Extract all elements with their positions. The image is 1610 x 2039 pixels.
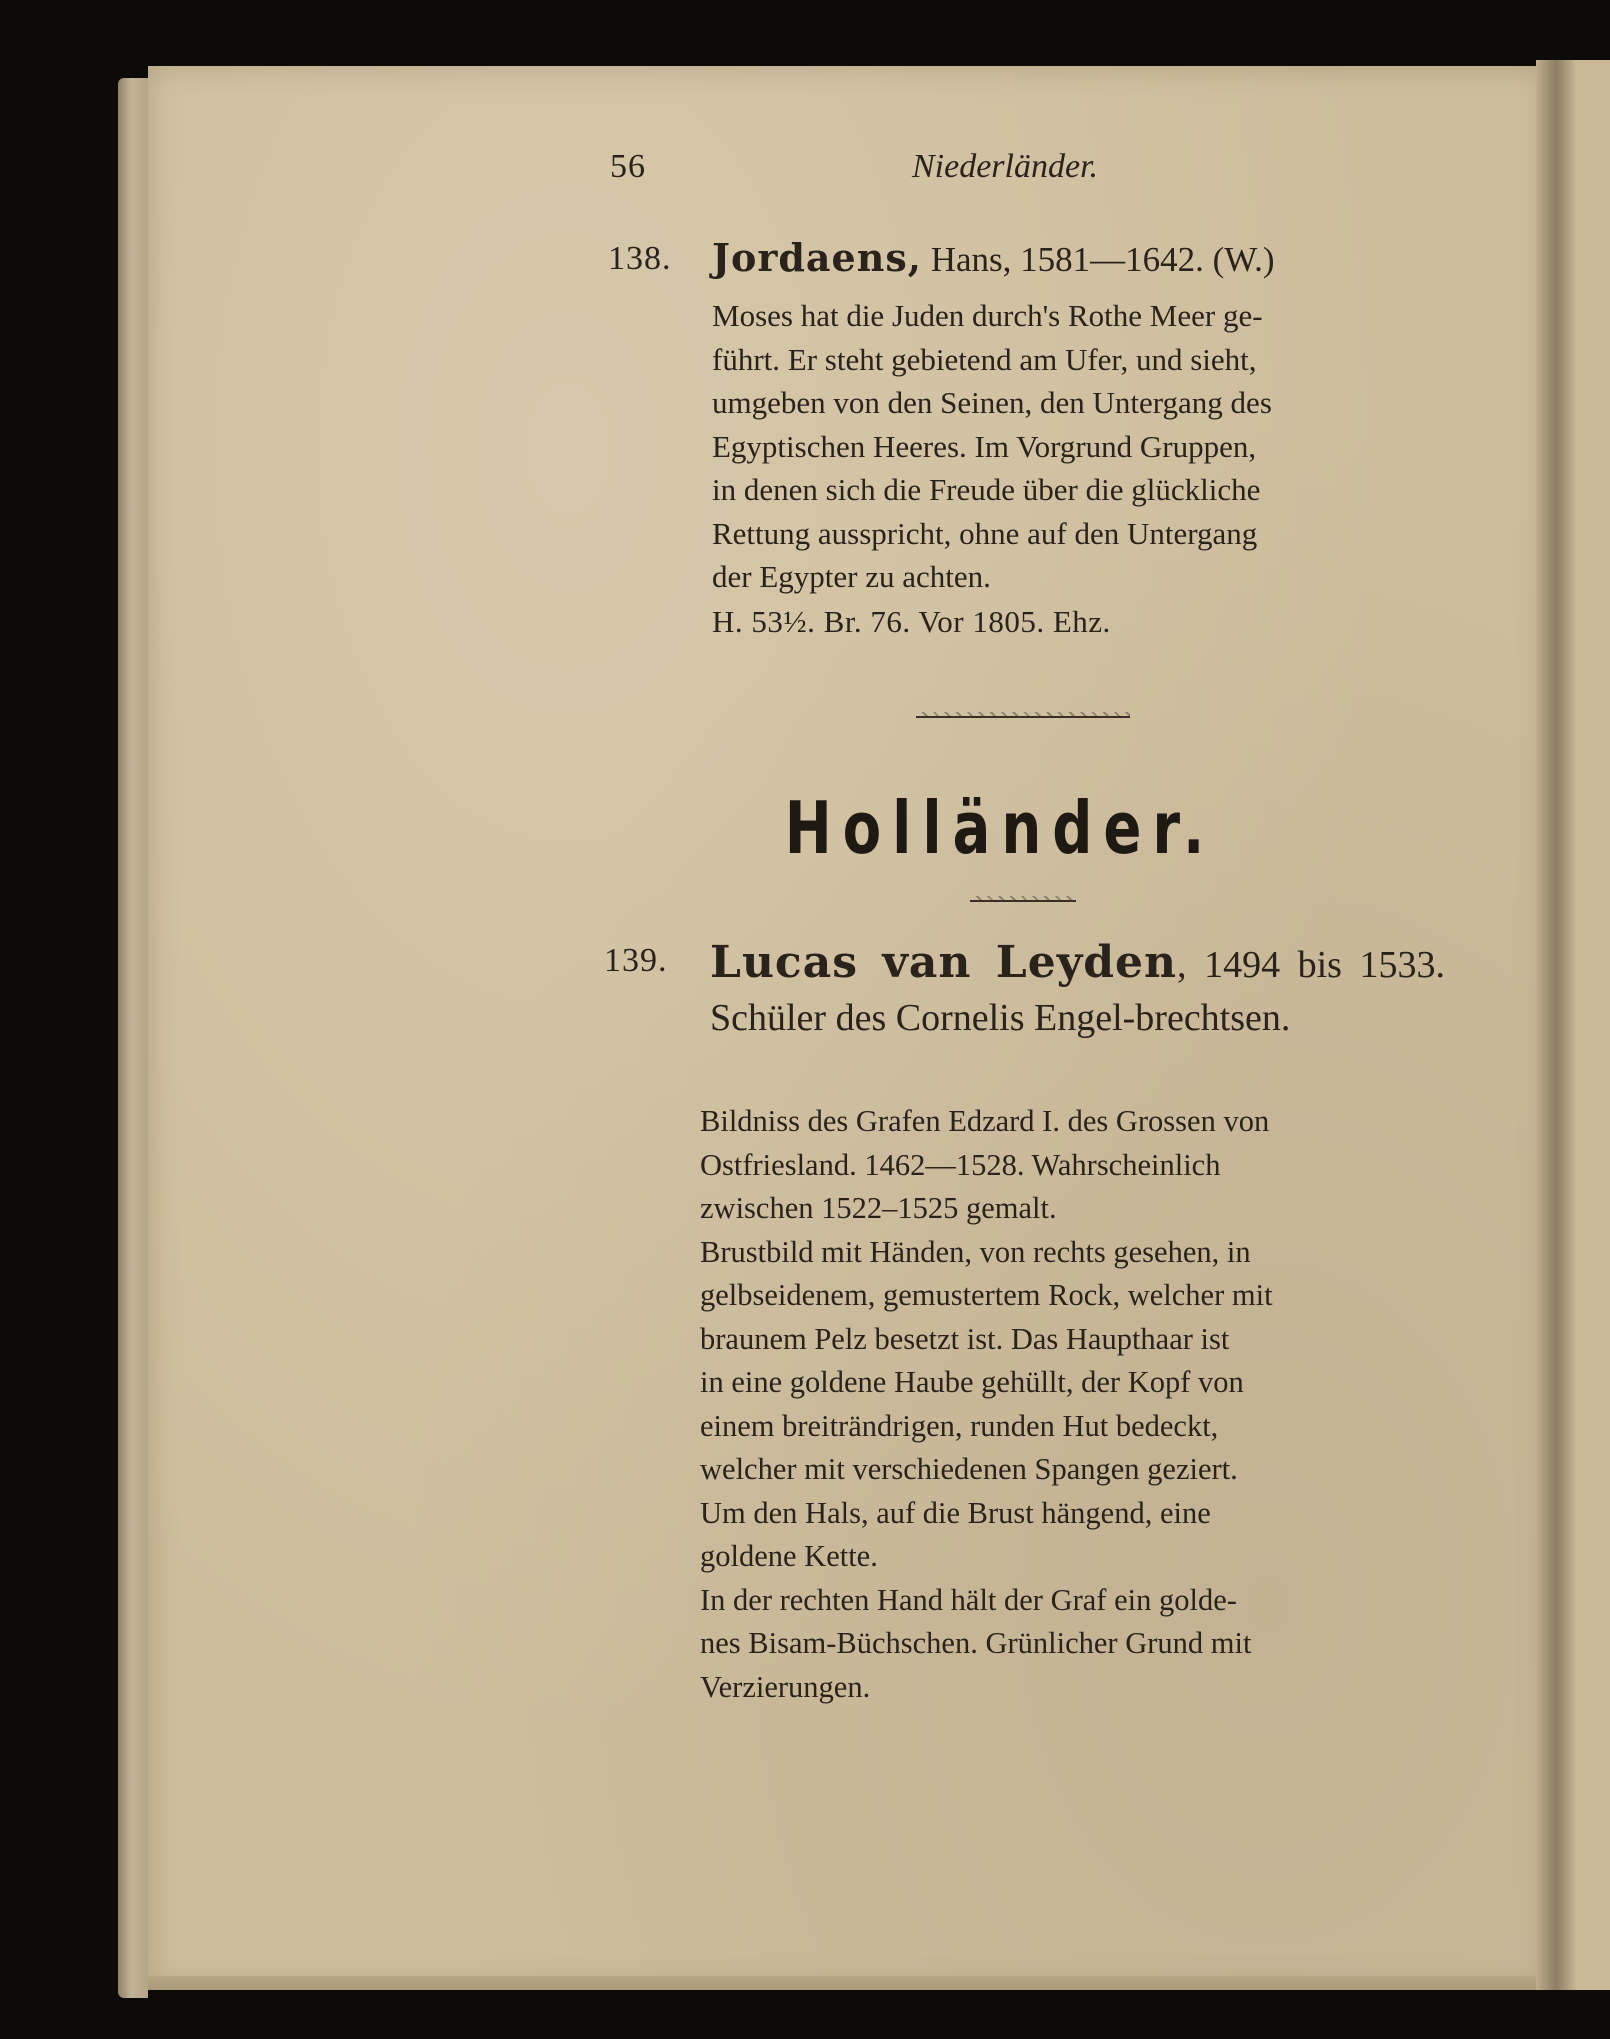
entry-heading <box>710 936 1445 1045</box>
page-number: 56 <box>610 148 646 185</box>
artist-details: Hans, 1581—1642. (W.) <box>930 240 1275 279</box>
artist-name: Jordaens, <box>712 235 922 280</box>
entry-number: 138. <box>608 240 672 277</box>
description-line: Egyptischen Heeres. Im Vorgrund Gruppen, <box>712 428 1257 464</box>
description-line: goldene Kette. <box>700 1539 878 1573</box>
description-line: braunem Pelz besetzt ist. Das Haupthaar ist <box>700 1321 1230 1356</box>
entry-number: 139. <box>604 942 668 979</box>
description-line: zwischen 1522–1525 gemalt. <box>700 1191 1057 1225</box>
description-line: Rettung ausspricht, ohne auf den Untergang <box>712 515 1258 551</box>
description-line: nes Bisam-Büchschen. Grünlicher Grund mit <box>700 1626 1252 1660</box>
description-line: gelbseidenem, gemustertem Rock, welcher mit <box>700 1278 1273 1312</box>
description-line: führt. Er steht gebietend am Ufer, und sieht, <box>712 341 1257 377</box>
description-line: in denen sich die Freude über die glückliche <box>712 472 1261 507</box>
description-line: umgeben von den Seinen, den Untergang des <box>712 385 1272 420</box>
entry-meta: H. 53½. Br. 76. Vor 1805. Ehz. <box>712 604 1111 639</box>
artist-name: Lucas van Leyden <box>710 937 1178 988</box>
description-line: Ostfriesland. 1462—1528. Wahrscheinlich <box>700 1147 1221 1182</box>
description-line: welcher mit verschiedenen Spangen geziert. <box>700 1452 1238 1486</box>
description-line: Bildniss des Grafen Edzard I. des Grossen von <box>700 1104 1270 1138</box>
ornament-divider <box>970 900 1076 902</box>
description-line: Um den Hals, auf die Brust hängend, eine <box>700 1495 1211 1530</box>
description-line: Moses hat die Juden durch's Rothe Meer ge- <box>712 298 1263 333</box>
ornament-divider <box>916 716 1130 718</box>
description-line: Verzierungen. <box>700 1669 871 1704</box>
description-line: einem breiträndrigen, runden Hut bedeckt, <box>700 1408 1219 1443</box>
running-title: Niederländer. <box>912 148 1099 185</box>
entry-description <box>712 294 1447 599</box>
artist-details: , 1494 bis 1533. Schüler des Cornelis Engel-brechtsen. <box>710 944 1445 1039</box>
entry-heading <box>712 236 1275 282</box>
description-line: der Egypter zu achten. <box>712 559 991 594</box>
section-heading: Holländer. <box>784 786 1216 870</box>
description-line: Brustbild mit Händen, von rechts gesehen, in <box>700 1234 1251 1269</box>
description-line: in eine goldene Haube gehüllt, der Kopf von <box>700 1365 1244 1399</box>
entry-description <box>700 1100 1445 1709</box>
description-line: In der rechten Hand hält der Graf ein golde- <box>700 1582 1237 1617</box>
page-header <box>600 148 1360 198</box>
